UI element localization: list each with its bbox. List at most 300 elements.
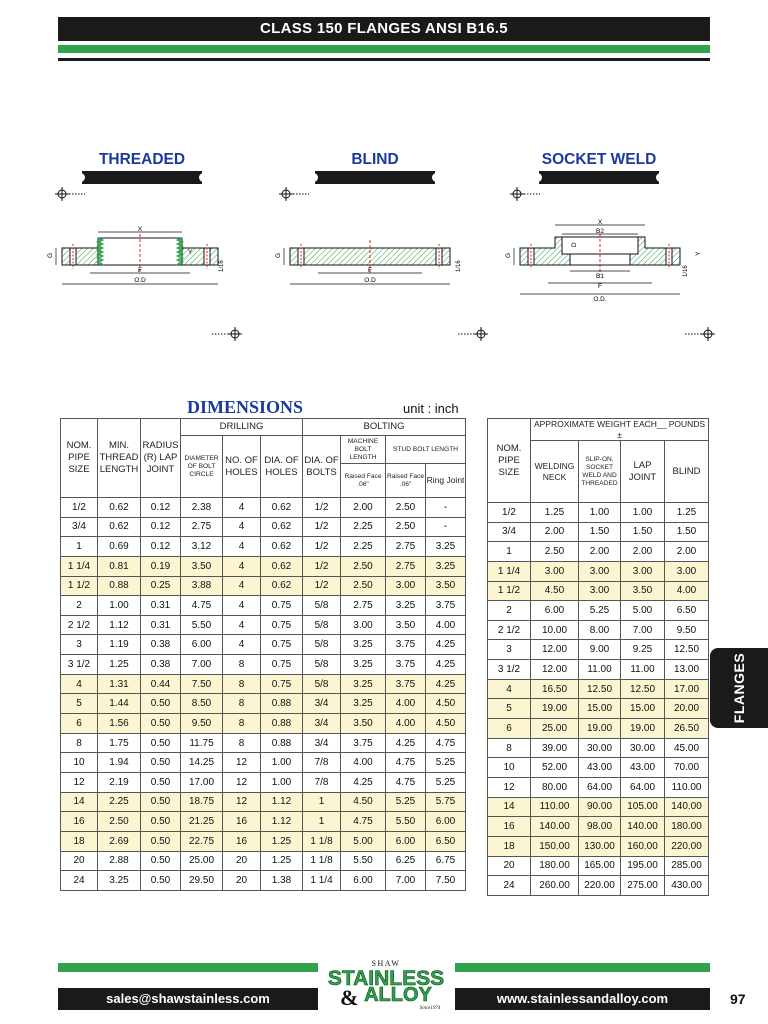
- cell-machine-bolt-length: 3.50: [341, 714, 386, 734]
- header-approximate-weight: APPROXIMATE WEIGHT EACH__ POUNDS ±: [531, 419, 709, 441]
- cell-slip-on-weight: 2.00: [579, 542, 621, 562]
- table-row: [61, 851, 466, 871]
- cell-radius-lap-joint: 0.50: [141, 851, 181, 871]
- table-row: [488, 699, 709, 719]
- cell-ring-joint: 6.50: [426, 831, 466, 851]
- cell-min-thread-length: 1.56: [98, 714, 141, 734]
- crosshair-icon: [212, 326, 242, 342]
- cell-dia-of-bolts: 7/8: [303, 772, 341, 792]
- cell-nom-pipe-size: 18: [61, 831, 98, 851]
- cell-nom-pipe-size: 14: [61, 792, 98, 812]
- cell-ring-joint: 6.00: [426, 812, 466, 832]
- header-ring-joint: Ring Joint: [426, 464, 466, 498]
- cell-bolt-circle-diameter: 21.25: [181, 812, 223, 832]
- cell-dia-of-bolts: 1/2: [303, 556, 341, 576]
- side-tab-flanges[interactable]: [710, 648, 768, 728]
- cell-bolt-circle-diameter: 3.50: [181, 556, 223, 576]
- cell-nom-pipe-size: 24: [488, 876, 531, 896]
- cell-min-thread-length: 1.25: [98, 655, 141, 675]
- dim-od-label: O.D: [134, 277, 146, 284]
- cell-ring-joint: -: [426, 517, 466, 537]
- table-row: [488, 817, 709, 837]
- cell-lap-joint-weight: 160.00: [621, 836, 665, 856]
- cell-nom-pipe-size: 20: [488, 856, 531, 876]
- table-row: [488, 876, 709, 896]
- cell-min-thread-length: 1.00: [98, 596, 141, 616]
- dimensions-table-body: [61, 498, 466, 891]
- cell-lap-joint-weight: 195.00: [621, 856, 665, 876]
- header-dia-of-holes: DIA. OF HOLES: [261, 436, 303, 498]
- cell-dia-of-holes: 1.25: [261, 851, 303, 871]
- crosshair-icon: [279, 186, 309, 202]
- cell-nom-pipe-size: 6: [61, 714, 98, 734]
- dim-g-label: G: [47, 252, 54, 258]
- cell-nom-pipe-size: 1 1/4: [488, 561, 531, 581]
- cell-no-of-holes: 20: [223, 851, 261, 871]
- cell-stud-bolt-length: 6.25: [386, 851, 426, 871]
- title-black-rule: [58, 58, 710, 61]
- table-row: [61, 792, 466, 812]
- cell-nom-pipe-size: 1 1/2: [61, 576, 98, 596]
- cell-stud-bolt-length: 2.75: [386, 537, 426, 557]
- cell-blind-weight: 430.00: [665, 876, 709, 896]
- cell-nom-pipe-size: 16: [61, 812, 98, 832]
- cell-nom-pipe-size: 2 1/2: [488, 620, 531, 640]
- cell-nom-pipe-size: 3: [488, 640, 531, 660]
- dim-raised-face-label: 1/16: [219, 260, 225, 272]
- table-row: [61, 498, 466, 518]
- cell-welding-neck-weight: 140.00: [531, 817, 579, 837]
- cell-stud-bolt-length: 2.50: [386, 517, 426, 537]
- cell-machine-bolt-length: 3.75: [341, 733, 386, 753]
- cell-nom-pipe-size: 4: [488, 679, 531, 699]
- cell-nom-pipe-size: 16: [488, 817, 531, 837]
- cell-min-thread-length: 2.50: [98, 812, 141, 832]
- cell-machine-bolt-length: 3.25: [341, 694, 386, 714]
- cell-no-of-holes: 8: [223, 694, 261, 714]
- table-row: [488, 738, 709, 758]
- cell-no-of-holes: 12: [223, 792, 261, 812]
- weights-table: [487, 418, 709, 896]
- cell-welding-neck-weight: 180.00: [531, 856, 579, 876]
- cell-stud-bolt-length: 3.25: [386, 596, 426, 616]
- cell-nom-pipe-size: 14: [488, 797, 531, 817]
- header-nom-pipe-size: NOM. PIPE SIZE: [488, 419, 531, 503]
- cell-min-thread-length: 1.31: [98, 674, 141, 694]
- cell-no-of-holes: 4: [223, 498, 261, 518]
- cell-ring-joint: 4.50: [426, 714, 466, 734]
- cell-welding-neck-weight: 10.00: [531, 620, 579, 640]
- table-row: [61, 596, 466, 616]
- cell-blind-weight: 12.50: [665, 640, 709, 660]
- cell-dia-of-holes: 0.62: [261, 537, 303, 557]
- header-diameter-bolt-circle: DIAMETER OF BOLT CIRCLE: [181, 436, 223, 498]
- cell-ring-joint: 5.75: [426, 792, 466, 812]
- cell-lap-joint-weight: 43.00: [621, 758, 665, 778]
- cell-blind-weight: 1.50: [665, 522, 709, 542]
- table-row: [61, 733, 466, 753]
- unit-label: unit : inch: [403, 401, 459, 416]
- cell-radius-lap-joint: 0.44: [141, 674, 181, 694]
- cell-stud-bolt-length: 4.25: [386, 733, 426, 753]
- cell-radius-lap-joint: 0.12: [141, 517, 181, 537]
- cell-lap-joint-weight: 5.00: [621, 601, 665, 621]
- cell-ring-joint: 4.00: [426, 615, 466, 635]
- cell-slip-on-weight: 165.00: [579, 856, 621, 876]
- cell-dia-of-holes: 0.62: [261, 556, 303, 576]
- cell-nom-pipe-size: 2: [61, 596, 98, 616]
- cell-nom-pipe-size: 3: [61, 635, 98, 655]
- cell-lap-joint-weight: 12.50: [621, 679, 665, 699]
- table-row: [488, 758, 709, 778]
- cell-welding-neck-weight: 25.00: [531, 719, 579, 739]
- cell-nom-pipe-size: 1 1/4: [61, 556, 98, 576]
- cell-nom-pipe-size: 3/4: [61, 517, 98, 537]
- cell-ring-joint: 3.25: [426, 556, 466, 576]
- cell-nom-pipe-size: 4: [61, 674, 98, 694]
- cell-radius-lap-joint: 0.25: [141, 576, 181, 596]
- cell-min-thread-length: 1.19: [98, 635, 141, 655]
- section-blind-heading: BLIND: [351, 151, 399, 168]
- blind-flange-diagram: [268, 222, 468, 297]
- cell-no-of-holes: 12: [223, 753, 261, 773]
- cell-nom-pipe-size: 2 1/2: [61, 615, 98, 635]
- cell-lap-joint-weight: 2.00: [621, 542, 665, 562]
- dim-g-label: G: [275, 252, 282, 258]
- cell-slip-on-weight: 5.25: [579, 601, 621, 621]
- cell-no-of-holes: 20: [223, 871, 261, 891]
- cell-slip-on-weight: 43.00: [579, 758, 621, 778]
- footer-website-link[interactable]: www.stainlessandalloy.com: [455, 988, 710, 1010]
- cell-radius-lap-joint: 0.19: [141, 556, 181, 576]
- cell-stud-bolt-length: 4.00: [386, 714, 426, 734]
- cell-blind-weight: 4.00: [665, 581, 709, 601]
- table-row: [488, 620, 709, 640]
- cell-dia-of-bolts: 1 1/8: [303, 851, 341, 871]
- cell-ring-joint: 7.50: [426, 871, 466, 891]
- cell-lap-joint-weight: 105.00: [621, 797, 665, 817]
- cell-no-of-holes: 8: [223, 733, 261, 753]
- cell-stud-bolt-length: 2.50: [386, 498, 426, 518]
- cell-stud-bolt-length: 4.75: [386, 772, 426, 792]
- cell-lap-joint-weight: 275.00: [621, 876, 665, 896]
- logo-since-text: Since1974: [419, 1006, 441, 1011]
- cell-bolt-circle-diameter: 17.00: [181, 772, 223, 792]
- cell-stud-bolt-length: 3.75: [386, 655, 426, 675]
- cell-radius-lap-joint: 0.31: [141, 596, 181, 616]
- cell-ring-joint: 5.25: [426, 753, 466, 773]
- section-socket-weld-heading: SOCKET WELD: [541, 151, 657, 168]
- cell-ring-joint: 4.25: [426, 655, 466, 675]
- cell-nom-pipe-size: 1: [488, 542, 531, 562]
- cell-ring-joint: 4.25: [426, 674, 466, 694]
- cell-slip-on-weight: 8.00: [579, 620, 621, 640]
- cell-no-of-holes: 8: [223, 655, 261, 675]
- cell-slip-on-weight: 90.00: [579, 797, 621, 817]
- crosshair-icon: [55, 186, 85, 202]
- cell-machine-bolt-length: 2.75: [341, 596, 386, 616]
- cell-welding-neck-weight: 12.00: [531, 660, 579, 680]
- header-raised-face-stud: Raised Face .06": [386, 464, 426, 498]
- cell-lap-joint-weight: 1.00: [621, 503, 665, 523]
- cell-dia-of-holes: 0.88: [261, 694, 303, 714]
- table-row: [488, 601, 709, 621]
- cell-lap-joint-weight: 64.00: [621, 777, 665, 797]
- table-row: [61, 655, 466, 675]
- cell-machine-bolt-length: 4.25: [341, 772, 386, 792]
- logo-ampersand: &: [340, 985, 359, 1010]
- logo-alloy-text: ALLOY: [364, 984, 432, 1006]
- crosshair-icon: [510, 186, 540, 202]
- table-row: [488, 581, 709, 601]
- cell-ring-joint: 6.75: [426, 851, 466, 871]
- table-row: [488, 856, 709, 876]
- page-number: 97: [730, 991, 746, 1007]
- table-row: [61, 674, 466, 694]
- cell-bolt-circle-diameter: 9.50: [181, 714, 223, 734]
- cell-min-thread-length: 0.69: [98, 537, 141, 557]
- cell-min-thread-length: 1.12: [98, 615, 141, 635]
- cell-stud-bolt-length: 3.00: [386, 576, 426, 596]
- table-row: [488, 679, 709, 699]
- cell-radius-lap-joint: 0.50: [141, 871, 181, 891]
- cell-radius-lap-joint: 0.50: [141, 792, 181, 812]
- weights-table-body: [488, 503, 709, 896]
- cell-dia-of-holes: 0.88: [261, 714, 303, 734]
- dim-f-label: F: [598, 283, 602, 290]
- cell-no-of-holes: 4: [223, 537, 261, 557]
- dim-x-label: X: [597, 219, 603, 226]
- cell-welding-neck-weight: 19.00: [531, 699, 579, 719]
- logo-stainless-text: STAINLESS: [327, 967, 445, 990]
- header-blind: BLIND: [665, 441, 709, 503]
- cell-dia-of-holes: 1.12: [261, 812, 303, 832]
- cell-dia-of-holes: 1.00: [261, 772, 303, 792]
- cell-slip-on-weight: 1.00: [579, 503, 621, 523]
- cell-machine-bolt-length: 4.75: [341, 812, 386, 832]
- table-row: [488, 777, 709, 797]
- cell-blind-weight: 26.50: [665, 719, 709, 739]
- cell-dia-of-holes: 0.75: [261, 615, 303, 635]
- dim-raised-face-label: 1/16: [456, 260, 462, 272]
- dim-b1-label: B1: [596, 273, 604, 280]
- cell-radius-lap-joint: 0.50: [141, 812, 181, 832]
- cell-lap-joint-weight: 11.00: [621, 660, 665, 680]
- cell-dia-of-bolts: 1/2: [303, 537, 341, 557]
- cell-slip-on-weight: 3.00: [579, 561, 621, 581]
- header-drilling: DRILLING: [181, 419, 303, 436]
- cell-blind-weight: 180.00: [665, 817, 709, 837]
- cell-min-thread-length: 1.44: [98, 694, 141, 714]
- cell-dia-of-holes: 0.88: [261, 733, 303, 753]
- cell-slip-on-weight: 19.00: [579, 719, 621, 739]
- cell-radius-lap-joint: 0.12: [141, 537, 181, 557]
- dimensions-table: [60, 418, 466, 891]
- cell-nom-pipe-size: 1/2: [61, 498, 98, 518]
- cell-min-thread-length: 1.94: [98, 753, 141, 773]
- header-welding-neck: WELDING NECK: [531, 441, 579, 503]
- side-tab-label: FLANGES: [731, 652, 747, 724]
- cell-machine-bolt-length: 3.25: [341, 635, 386, 655]
- cell-blind-weight: 70.00: [665, 758, 709, 778]
- table-row: [488, 836, 709, 856]
- cell-bolt-circle-diameter: 18.75: [181, 792, 223, 812]
- cell-no-of-holes: 16: [223, 831, 261, 851]
- cell-dia-of-bolts: 3/4: [303, 733, 341, 753]
- cell-bolt-circle-diameter: 11.75: [181, 733, 223, 753]
- cell-welding-neck-weight: 39.00: [531, 738, 579, 758]
- table-row: [488, 660, 709, 680]
- cell-no-of-holes: 4: [223, 615, 261, 635]
- header-nom-pipe-size: NOM. PIPE SIZE: [61, 419, 98, 498]
- cell-bolt-circle-diameter: 7.50: [181, 674, 223, 694]
- cell-nom-pipe-size: 12: [61, 772, 98, 792]
- cell-no-of-holes: 4: [223, 576, 261, 596]
- cell-radius-lap-joint: 0.50: [141, 714, 181, 734]
- cell-lap-joint-weight: 9.25: [621, 640, 665, 660]
- cell-slip-on-weight: 12.50: [579, 679, 621, 699]
- cell-nom-pipe-size: 1/2: [488, 503, 531, 523]
- cell-bolt-circle-diameter: 2.38: [181, 498, 223, 518]
- cell-radius-lap-joint: 0.50: [141, 694, 181, 714]
- cell-slip-on-weight: 15.00: [579, 699, 621, 719]
- cell-min-thread-length: 0.88: [98, 576, 141, 596]
- cell-welding-neck-weight: 4.50: [531, 581, 579, 601]
- cell-dia-of-bolts: 3/4: [303, 714, 341, 734]
- cell-min-thread-length: 2.19: [98, 772, 141, 792]
- cell-dia-of-holes: 0.75: [261, 655, 303, 675]
- cell-lap-joint-weight: 15.00: [621, 699, 665, 719]
- cell-nom-pipe-size: 1: [61, 537, 98, 557]
- cell-dia-of-holes: 0.62: [261, 576, 303, 596]
- cell-dia-of-bolts: 1 1/8: [303, 831, 341, 851]
- cell-dia-of-bolts: 5/8: [303, 655, 341, 675]
- cell-nom-pipe-size: 8: [488, 738, 531, 758]
- cell-bolt-circle-diameter: 25.00: [181, 851, 223, 871]
- footer-email-link[interactable]: sales@shawstainless.com: [58, 988, 318, 1010]
- cell-welding-neck-weight: 52.00: [531, 758, 579, 778]
- header-no-of-holes: NO. OF HOLES: [223, 436, 261, 498]
- cell-nom-pipe-size: 3 1/2: [61, 655, 98, 675]
- cell-welding-neck-weight: 2.00: [531, 522, 579, 542]
- header-stud-bolt-length: STUD BOLT LENGTH: [386, 436, 466, 464]
- table-row: [61, 831, 466, 851]
- cell-no-of-holes: 16: [223, 812, 261, 832]
- cell-slip-on-weight: 1.50: [579, 522, 621, 542]
- cell-bolt-circle-diameter: 2.75: [181, 517, 223, 537]
- header-lap-joint: LAP JOINT: [621, 441, 665, 503]
- cell-bolt-circle-diameter: 6.00: [181, 635, 223, 655]
- page-title: CLASS 150 FLANGES ANSI B16.5: [58, 17, 710, 41]
- cell-radius-lap-joint: 0.50: [141, 753, 181, 773]
- cell-welding-neck-weight: 260.00: [531, 876, 579, 896]
- cell-radius-lap-joint: 0.12: [141, 498, 181, 518]
- table-row: [488, 561, 709, 581]
- dim-y-label: Y: [188, 249, 193, 256]
- cell-slip-on-weight: 130.00: [579, 836, 621, 856]
- cell-slip-on-weight: 64.00: [579, 777, 621, 797]
- cell-blind-weight: 45.00: [665, 738, 709, 758]
- table-row: [61, 615, 466, 635]
- cell-machine-bolt-length: 2.50: [341, 576, 386, 596]
- cell-nom-pipe-size: 3 1/2: [488, 660, 531, 680]
- cell-dia-of-holes: 1.25: [261, 831, 303, 851]
- cell-stud-bolt-length: 2.75: [386, 556, 426, 576]
- cell-welding-neck-weight: 2.50: [531, 542, 579, 562]
- cell-nom-pipe-size: 10: [61, 753, 98, 773]
- cell-dia-of-holes: 0.75: [261, 635, 303, 655]
- table-row: [488, 640, 709, 660]
- cell-machine-bolt-length: 2.25: [341, 537, 386, 557]
- footer-green-stripe-left: [58, 963, 318, 972]
- cell-lap-joint-weight: 1.50: [621, 522, 665, 542]
- table-row: [61, 635, 466, 655]
- header-machine-bolt-length: MACHINE BOLT LENGTH: [341, 436, 386, 464]
- cell-no-of-holes: 4: [223, 517, 261, 537]
- cell-min-thread-length: 2.88: [98, 851, 141, 871]
- cell-bolt-circle-diameter: 22.75: [181, 831, 223, 851]
- cell-slip-on-weight: 3.00: [579, 581, 621, 601]
- cell-bolt-circle-diameter: 8.50: [181, 694, 223, 714]
- cell-dia-of-holes: 1.00: [261, 753, 303, 773]
- cell-welding-neck-weight: 6.00: [531, 601, 579, 621]
- cell-ring-joint: 3.50: [426, 576, 466, 596]
- cell-welding-neck-weight: 80.00: [531, 777, 579, 797]
- cell-welding-neck-weight: 16.50: [531, 679, 579, 699]
- cell-machine-bolt-length: 4.00: [341, 753, 386, 773]
- cell-nom-pipe-size: 5: [488, 699, 531, 719]
- cell-no-of-holes: 4: [223, 635, 261, 655]
- cell-lap-joint-weight: 19.00: [621, 719, 665, 739]
- table-row: [61, 753, 466, 773]
- cell-nom-pipe-size: 1 1/2: [488, 581, 531, 601]
- dim-f-label: F: [138, 267, 142, 274]
- cell-machine-bolt-length: 4.50: [341, 792, 386, 812]
- cell-bolt-circle-diameter: 7.00: [181, 655, 223, 675]
- cell-ring-joint: 3.75: [426, 596, 466, 616]
- cell-no-of-holes: 8: [223, 674, 261, 694]
- cell-nom-pipe-size: 2: [488, 601, 531, 621]
- table-row: [61, 517, 466, 537]
- cell-stud-bolt-length: 4.00: [386, 694, 426, 714]
- cell-dia-of-holes: 0.75: [261, 596, 303, 616]
- cell-ring-joint: 3.25: [426, 537, 466, 557]
- table-row: [488, 719, 709, 739]
- cell-stud-bolt-length: 3.75: [386, 635, 426, 655]
- section-threaded-heading: THREADED: [98, 151, 186, 168]
- cell-radius-lap-joint: 0.50: [141, 772, 181, 792]
- header-radius-lap-joint: RADIUS (R) LAP JOINT: [141, 419, 181, 498]
- cell-no-of-holes: 12: [223, 772, 261, 792]
- threaded-flange-diagram: [40, 222, 230, 297]
- cell-nom-pipe-size: 20: [61, 851, 98, 871]
- cell-radius-lap-joint: 0.50: [141, 831, 181, 851]
- cell-nom-pipe-size: 3/4: [488, 522, 531, 542]
- cell-min-thread-length: 1.75: [98, 733, 141, 753]
- cell-blind-weight: 17.00: [665, 679, 709, 699]
- cell-ring-joint: 4.75: [426, 733, 466, 753]
- cell-dia-of-holes: 0.75: [261, 674, 303, 694]
- cell-stud-bolt-length: 6.00: [386, 831, 426, 851]
- cell-stud-bolt-length: 3.50: [386, 615, 426, 635]
- cell-welding-neck-weight: 1.25: [531, 503, 579, 523]
- cell-machine-bolt-length: 3.00: [341, 615, 386, 635]
- cell-blind-weight: 110.00: [665, 777, 709, 797]
- cell-dia-of-bolts: 7/8: [303, 753, 341, 773]
- cell-dia-of-bolts: 5/8: [303, 674, 341, 694]
- cell-dia-of-holes: 0.62: [261, 517, 303, 537]
- cell-slip-on-weight: 11.00: [579, 660, 621, 680]
